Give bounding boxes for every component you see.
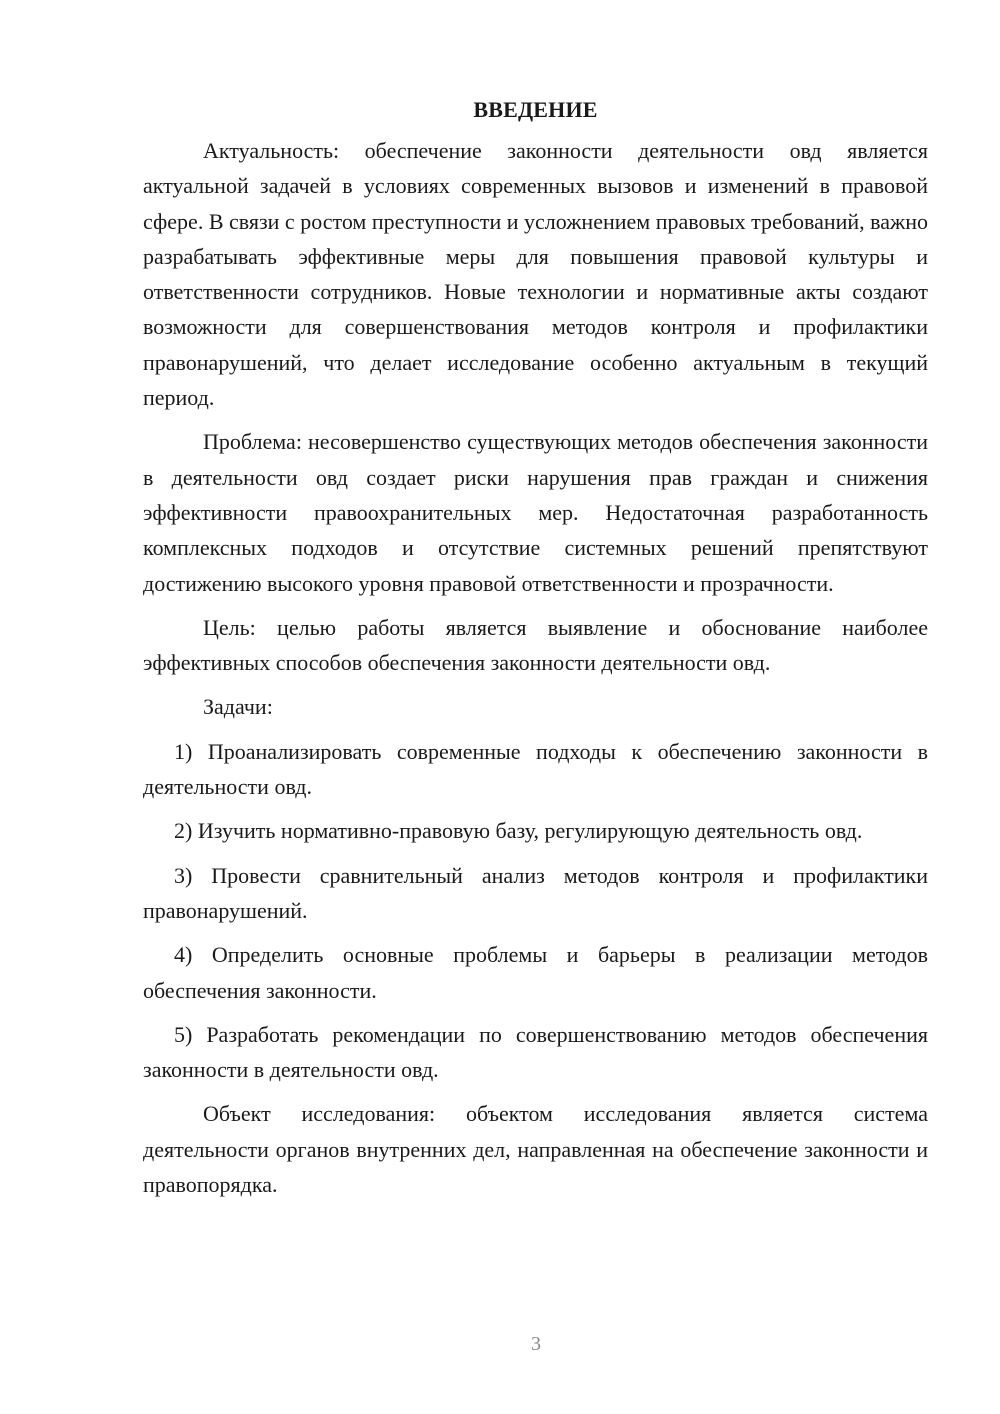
goal-paragraph: Цель: целью работы является выявление и обоснование наиболее эффективных способов обеспечения законности деятельности овд. [143, 614, 928, 676]
task-item: 5) Разработать рекомендации по совершенствованию методов обеспечения законности в деятельности овд. [143, 1021, 928, 1083]
page-body [143, 95, 928, 1211]
task-item: 1) Проанализировать современные подходы к обеспечению законности в деятельности овд. [143, 738, 928, 800]
page-number: 3 [531, 1333, 541, 1355]
relevance-paragraph: Актуальность: обеспечение законности деятельности овд является актуальной задачей в условиях современных вызовов и изменений в правовой сфере. В связи с ростом преступности и усложнением правовых требований, важно разрабатывать эффективные меры для повышения правовой культуры и ответственности сотрудников. Новые технологии и нормативные акты создают возможности для совершенствования методов контроля и профилактики правонарушений, что делает исследование особенно актуальным в текущий период. [143, 138, 929, 411]
tasks-heading: Задачи: [203, 694, 273, 720]
problem-paragraph: Проблема: несовершенство существующих методов обеспечения законности в деятельности овд создает риски нарушения прав граждан и снижения эффективности правоохранительных мер. Недостаточная разработанность комплексных подходов и отсутствие системных решений препятствуют достижению высокого уровня правовой ответственности и прозрачности. [143, 429, 928, 596]
task-item: 4) Определить основные проблемы и барьеры в реализации методов обеспечения законности. [143, 942, 928, 1003]
task-item: 2) Изучить нормативно-правовую базу, регулирующую деятельность овд. [174, 818, 863, 844]
task-item: 3) Провести сравнительный анализ методов контроля и профилактики правонарушений. [143, 862, 928, 923]
page-title: ВВЕДЕНИЕ [473, 97, 598, 122]
object-paragraph: Объект исследования: объектом исследования является система деятельности органов внутренних дел, направленная на обеспечение законности и правопорядка. [143, 1101, 928, 1198]
